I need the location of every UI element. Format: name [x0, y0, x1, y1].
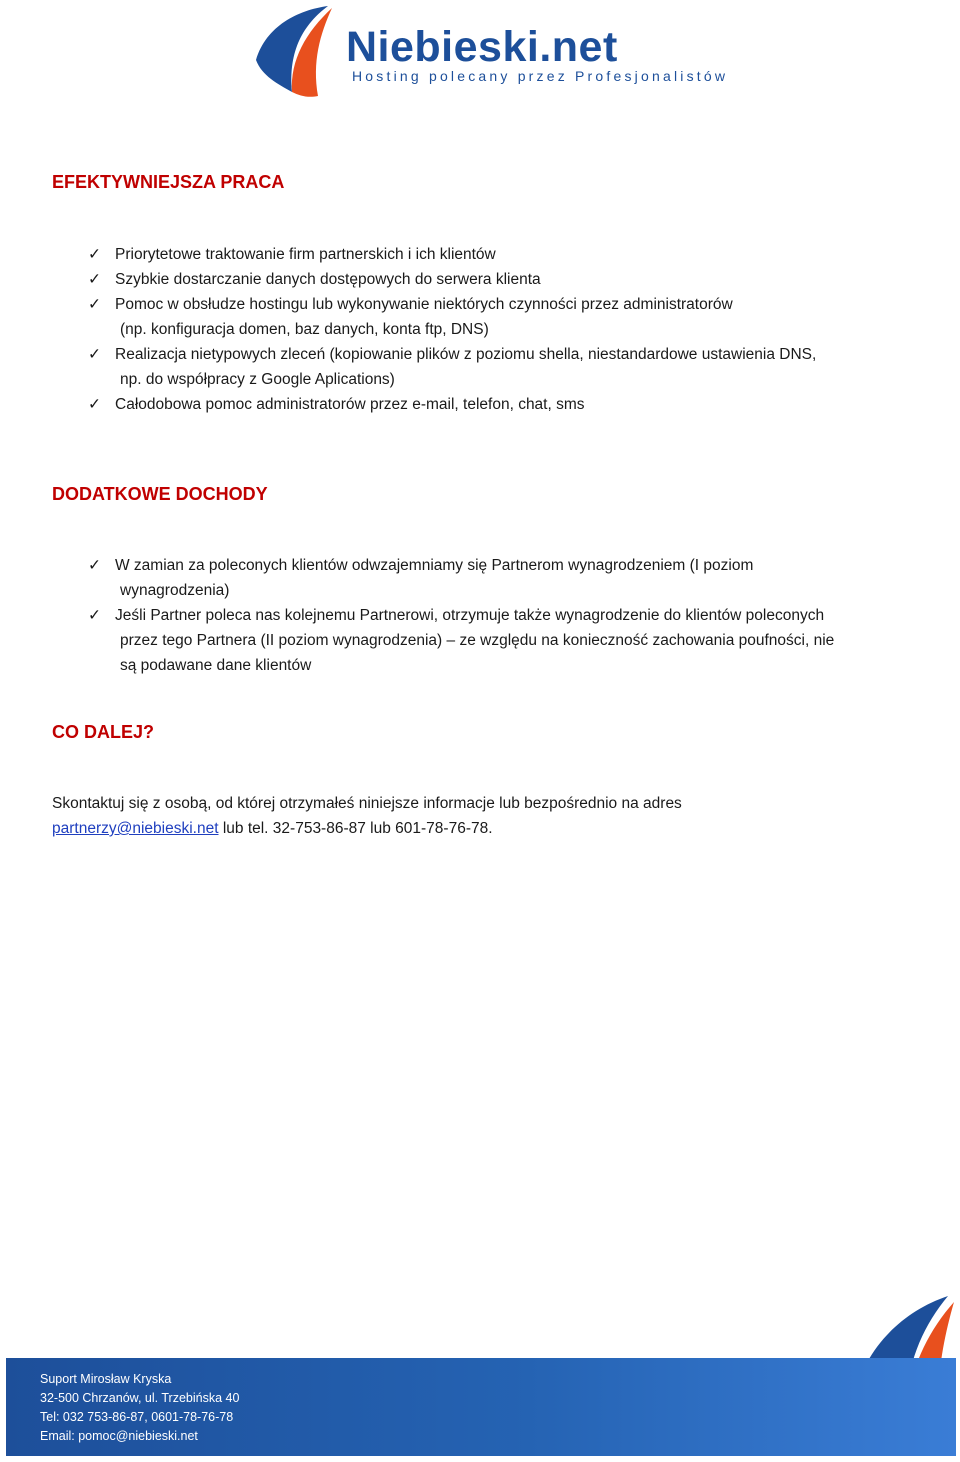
check-icon: ✓ [88, 607, 101, 624]
check-icon: ✓ [88, 271, 101, 288]
list-item-text: wynagrodzenia) [120, 582, 230, 599]
footer-banner [6, 1358, 956, 1456]
site-logo [248, 4, 729, 104]
list-item-text: Jeśli Partner poleca nas kolejnemu Partnerowi, otrzymuje także wynagrodzenie do klientów poleconych [115, 607, 825, 624]
contact-paragraph: Skontaktuj się z osobą, od której otrzymałeś niniejsze informacje lub bezpośrednio na adres [52, 795, 682, 812]
footer-email: Email: pomoc@niebieski.net [40, 1429, 198, 1443]
check-icon: ✓ [88, 557, 101, 574]
logo-name: Niebieski.net [346, 23, 618, 71]
list-item-text: Realizacja nietypowych zleceń (kopiowanie plików z poziomu shella, niestandardowe ustawienia DNS, [115, 346, 817, 363]
list-item-text: przez tego Partnera (II poziom wynagrodzenia) – ze względu na konieczność zachowania poufności, nie [120, 632, 835, 649]
footer-company: Suport Mirosław Kryska [40, 1372, 172, 1386]
list-item-text: Pomoc w obsłudze hostingu lub wykonywanie niektórych czynności przez administratorów [115, 296, 733, 313]
phone-text: lub tel. 32-753-86-87 lub 601-78-76-78. [218, 820, 493, 837]
list-item-text: Całodobowa pomoc administratorów przez e-mail, telefon, chat, sms [115, 396, 585, 413]
list-item-text: Priorytetowe traktowanie firm partnerskich i ich klientów [115, 246, 496, 263]
check-icon: ✓ [88, 296, 101, 313]
contact-line [52, 816, 493, 841]
email-link[interactable]: partnerzy@niebieski.net [52, 820, 219, 837]
section-title-dochody: DODATKOWE DOCHODY [52, 484, 268, 504]
list-item-text: (np. konfiguracja domen, baz danych, konta ftp, DNS) [120, 321, 489, 338]
list-item-text: np. do współpracy z Google Aplications) [120, 371, 395, 388]
footer-phone: Tel: 032 753-86-87, 0601-78-76-78 [40, 1410, 234, 1424]
list-item-text: są podawane dane klientów [120, 657, 312, 674]
check-icon: ✓ [88, 246, 101, 263]
logo-tagline: Hosting polecany przez Profesjonalistów [352, 68, 729, 84]
section-title-praca: EFEKTYWNIEJSZA PRACA [52, 172, 285, 192]
check-icon: ✓ [88, 346, 101, 363]
footer-address: 32-500 Chrzanów, ul. Trzebińska 40 [40, 1391, 240, 1405]
section-title-dalej: CO DALEJ? [52, 722, 155, 742]
list-item-text: Szybkie dostarczanie danych dostępowych do serwera klienta [115, 271, 541, 288]
swoosh-logo-icon [248, 4, 348, 104]
check-icon: ✓ [88, 396, 101, 413]
list-item-text: W zamian za poleconych klientów odwzajemniamy się Partnerom wynagrodzeniem (I poziom [115, 557, 754, 574]
